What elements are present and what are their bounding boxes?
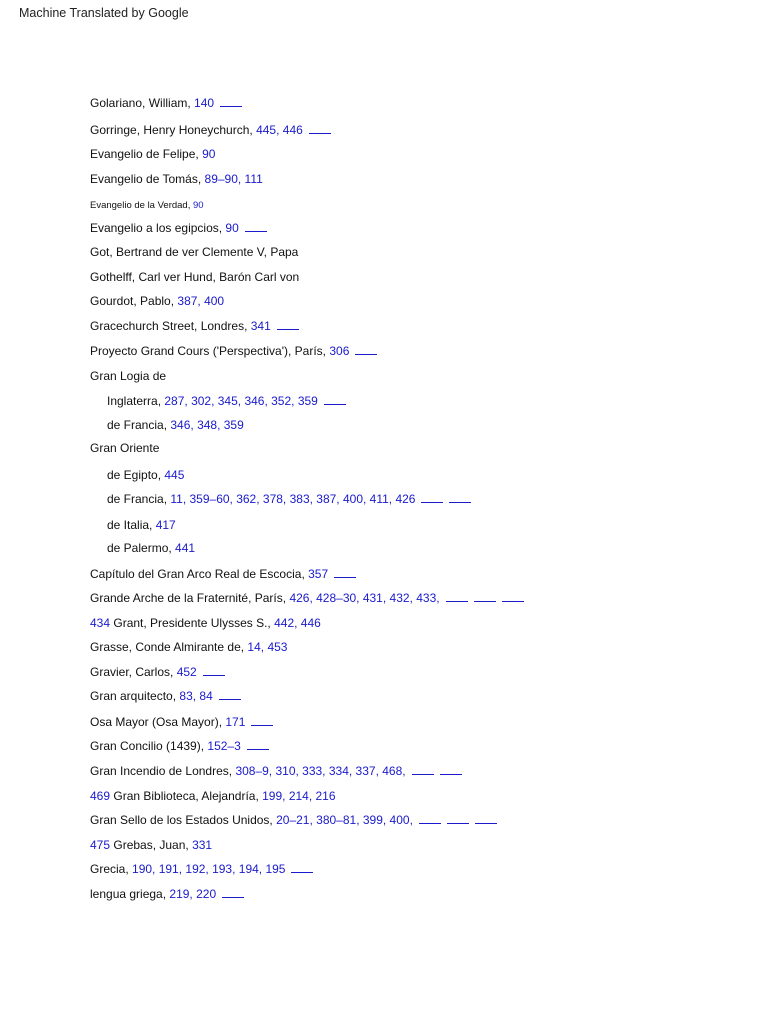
index-entry [90,862,313,877]
index-entry [90,665,225,680]
link-underline [355,353,377,355]
page-ref-link[interactable]: 11, 359–60, 362, 378, 383, 387, 400, 411, 426 [170,492,416,506]
link-underline [309,132,331,134]
entry-term: Evangelio a los egipcios, [90,221,226,235]
index-entry [90,319,299,334]
entry-term: Grant, Presidente Ulysses S., [110,616,275,630]
link-underline [447,822,469,824]
link-underline [440,773,462,775]
index-entry [107,468,184,483]
index-entry [90,689,241,704]
entry-term: Gran Concilio (1439), [90,739,208,753]
page-ref-link[interactable]: 14, 453 [247,640,288,654]
entry-term: lengua griega, [90,887,170,901]
link-underline [291,871,313,873]
entry-term: Gran Incendio de Londres, [90,764,236,778]
index-entry [90,567,356,582]
page-ref-link[interactable]: 306 [329,344,350,358]
entry-term: Gran Logia de [90,369,167,383]
link-underline [421,501,443,503]
entry-term: Gran Sello de los Estados Unidos, [90,813,277,827]
page-ref-link[interactable]: 89–90, 111 [204,172,263,186]
index-entry [90,640,287,655]
page-ref-link[interactable]: 387, 400 [177,294,225,308]
entry-term: Gran Oriente [90,441,160,455]
link-underline [475,822,497,824]
index-entry [90,813,497,828]
link-underline [247,748,269,750]
page-ref-link[interactable]: 475 [90,838,111,852]
page-ref-link[interactable]: 445 [164,468,185,482]
index-entry [107,492,471,507]
index-entry [90,270,299,285]
page-ref-link[interactable]: 83, 84 [179,689,213,703]
page-ref-link[interactable]: 190, 191, 192, 193, 194, 195 [132,862,286,876]
entry-term: Gravier, Carlos, [90,665,177,679]
page-ref-link[interactable]: 171 [225,715,246,729]
entry-term: de Francia, [107,492,171,506]
index-entry [90,715,273,730]
index-entry [107,418,244,433]
page-ref-link[interactable]: 90 [225,221,239,235]
index-entry [90,294,224,309]
link-underline [412,773,434,775]
index-entry [107,541,195,556]
index-entry [90,221,267,236]
index-entry [90,147,215,162]
entry-term: Osa Mayor (Osa Mayor), [90,715,226,729]
entry-term: Inglaterra, [107,394,165,408]
page-ref-link[interactable]: 152–3 [207,739,241,753]
entry-term: Grebas, Juan, [110,838,193,852]
page-ref-link[interactable]: 287, 302, 345, 346, 352, 359 [164,394,318,408]
entry-term: Grecia, [90,862,133,876]
link-underline [446,600,468,602]
entry-term: Grande Arche de la Fraternité, París, [90,591,290,605]
index-entry [90,198,204,213]
page-ref-link[interactable]: 434 [90,616,111,630]
machine-translation-header: Machine Translated by Google [19,6,189,20]
page-ref-link[interactable]: 417 [155,518,176,532]
index-entry [90,739,269,754]
index-entry [90,344,377,359]
link-underline [251,724,273,726]
entry-term: Got, Bertrand de ver Clemente V, Papa [90,245,299,259]
page-ref-link[interactable]: 469 [90,789,111,803]
page-ref-link[interactable]: 445, 446 [256,123,303,137]
link-underline [245,230,267,232]
entry-term: Gorringe, Henry Honeychurch, [90,123,257,137]
entry-term: Capítulo del Gran Arco Real de Escocia, [90,567,309,581]
index-entry [90,245,298,260]
link-underline [474,600,496,602]
entry-term: Gran arquitecto, [90,689,180,703]
entry-term: Evangelio de Felipe, [90,147,203,161]
entry-term: Gothelff, Carl ver Hund, Barón Carl von [90,270,300,284]
page-ref-link[interactable]: 90 [193,200,204,211]
link-underline [219,698,241,700]
page-ref-link[interactable]: 441 [175,541,196,555]
entry-term: Gran Biblioteca, Alejandría, [110,789,263,803]
entry-term: Proyecto Grand Cours ('Perspectiva'), París, [90,344,330,358]
entry-term: Evangelio de la Verdad, [90,200,193,211]
index-entry [90,838,212,853]
index-entry [90,789,336,804]
link-underline [277,328,299,330]
link-underline [324,403,346,405]
page-ref-link[interactable]: 219, 220 [169,887,217,901]
page-ref-link[interactable]: 90 [202,147,216,161]
index-entry [90,123,331,138]
page-ref-link[interactable]: 357 [308,567,329,581]
page-ref-link[interactable]: 199, 214, 216 [262,789,336,803]
page-ref-link[interactable]: 426, 428–30, 431, 432, 433, [289,591,440,605]
page-ref-link[interactable]: 452 [176,665,197,679]
entry-term: de Francia, [107,418,171,432]
index-entry [90,887,244,902]
link-underline [419,822,441,824]
page-ref-link[interactable]: 346, 348, 359 [170,418,244,432]
index-entry [90,616,321,631]
index-entry [90,764,462,779]
entry-term: Evangelio de Tomás, [90,172,205,186]
link-underline [449,501,471,503]
index-entry [90,369,166,384]
entry-term: Gracechurch Street, Londres, [90,319,251,333]
index-entry [90,172,263,187]
page-ref-link[interactable]: 341 [250,319,271,333]
link-underline [203,674,225,676]
index-entry [107,394,346,409]
entry-term: de Italia, [107,518,156,532]
page-ref-link[interactable]: 308–9, 310, 333, 334, 337, 468, [235,764,406,778]
index-entry [90,591,524,606]
page-ref-link[interactable]: 140 [194,96,215,110]
index-entry [90,441,159,456]
entry-term: Gourdot, Pablo, [90,294,178,308]
page-ref-link[interactable]: 442, 446 [274,616,321,630]
page-ref-link[interactable]: 331 [192,838,213,852]
page-ref-link[interactable]: 20–21, 380–81, 399, 400, [276,813,413,827]
link-underline [220,105,242,107]
link-underline [334,576,356,578]
entry-term: Golariano, William, [90,96,195,110]
entry-term: de Egipto, [107,468,165,482]
link-underline [502,600,524,602]
index-entry [107,518,176,533]
entry-term: Grasse, Conde Almirante de, [90,640,248,654]
link-underline [222,896,244,898]
entry-term: de Palermo, [107,541,176,555]
index-entry [90,96,242,111]
